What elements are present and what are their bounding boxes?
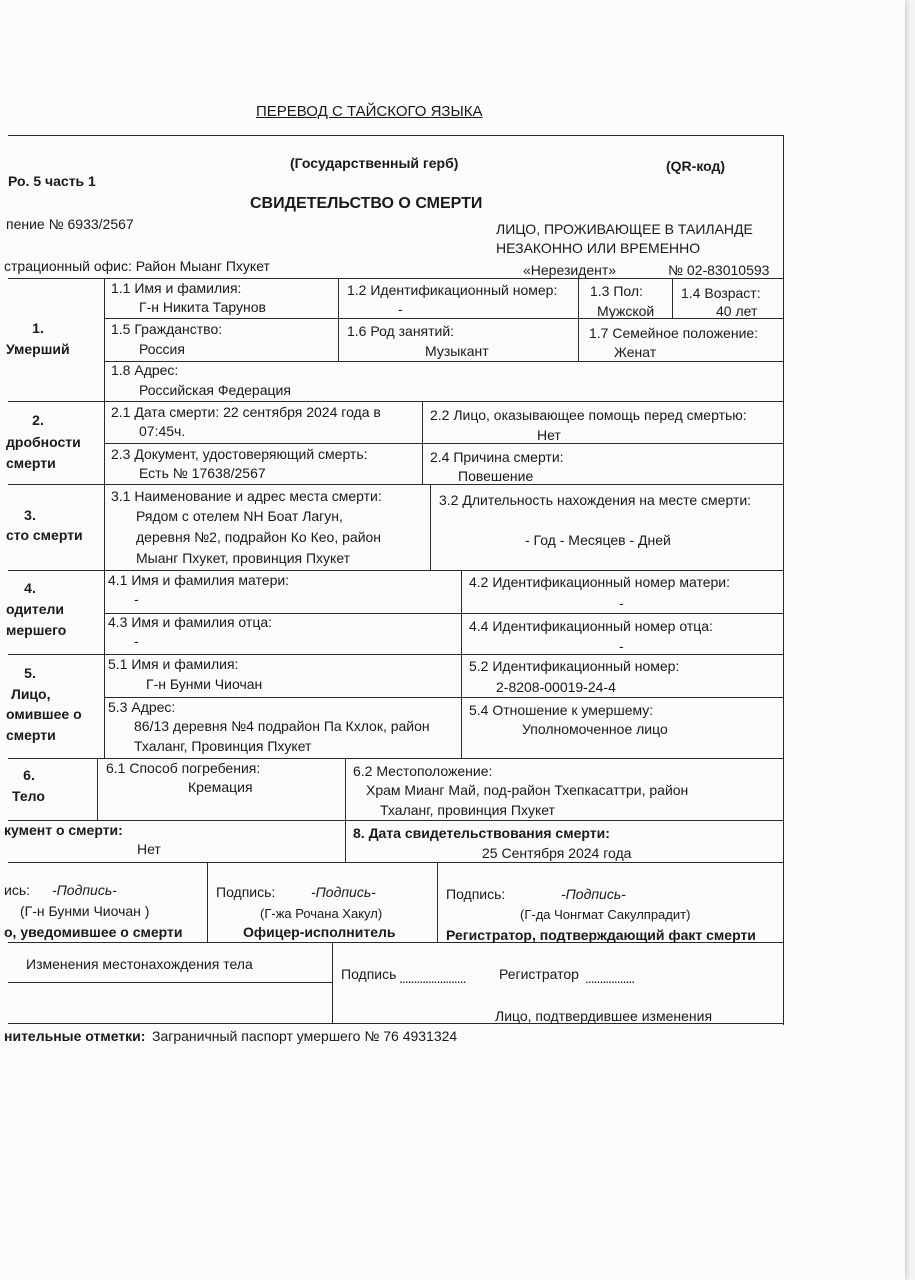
table-line [104, 318, 784, 319]
field-2-2-value: Нет [537, 427, 561, 443]
field-5-1-value: Г-н Бунми Чиочан [146, 676, 263, 692]
notice-number: пение № 6933/2567 [6, 216, 134, 232]
table-line [8, 484, 784, 485]
section-1-number: 1. [32, 320, 44, 336]
field-5-3-label: 5.3 Адрес: [108, 699, 176, 715]
field-2-1-line1: 2.1 Дата смерти: 22 сентября 2024 года в [111, 404, 381, 420]
field-1-4-value: 40 лет [716, 303, 758, 319]
table-line [8, 401, 784, 402]
section-1-label: Умерший [6, 341, 70, 357]
field-1-5-label: 1.5 Гражданство: [111, 321, 223, 337]
sig3-prefix: Подпись: [446, 886, 506, 902]
sig2-role: Офицер-исполнитель [243, 924, 396, 940]
table-line [8, 570, 784, 571]
field-1-7-label: 1.7 Семейное положение: [589, 325, 759, 341]
field-1-2-label: 1.2 Идентификационный номер: [347, 282, 558, 298]
field-2-4-value: Повешение [458, 468, 534, 484]
changes-confirmed-by: Лицо, подтвердившее изменения [495, 1008, 713, 1024]
resident-status-line3: «Нерезидент» [523, 262, 617, 278]
field-4-1-label: 4.1 Имя и фамилия матери: [108, 572, 290, 588]
qr-code-note: (QR-код) [666, 158, 726, 174]
field-4-1-value: - [134, 591, 139, 607]
field-1-6-value: Музыкант [425, 343, 489, 359]
field-1-8-label: 1.8 Адрес: [111, 362, 179, 378]
table-line [8, 758, 784, 759]
table-line [97, 758, 98, 820]
section-5-label-line3: смерти [6, 727, 56, 743]
field-1-6-label: 1.6 Род занятий: [347, 323, 455, 339]
field-6-2-label: 6.2 Местоположение: [353, 763, 493, 779]
changes-title: Изменения местонахождения тела [26, 956, 253, 972]
field-1-2-value: - [398, 301, 403, 317]
field-4-2-value: - [619, 595, 624, 611]
section-6-label: Тело [12, 788, 45, 804]
sig1-signature: -Подпись- [52, 882, 117, 898]
field-3-1-label: 3.1 Наименование и адрес места смерти: [111, 488, 382, 504]
field-1-1-value: Г-н Никита Тарунов [139, 299, 266, 315]
field-5-3-line2: Тхаланг, Провинция Пхукет [134, 738, 312, 754]
table-line [430, 484, 431, 570]
field-3-1-line2: деревня №2, подрайон Ко Кео, район [136, 529, 382, 545]
sig1-name: (Г-н Бунми Чиочан ) [20, 903, 150, 919]
resident-status-line1: ЛИЦО, ПРОЖИВАЮЩЕЕ В ТАИЛАНДЕ [496, 221, 753, 237]
field-6-2-line1: Храм Мианг Май, под-район Тхепкасаттри, район [366, 782, 689, 798]
field-4-4-value: - [619, 638, 624, 654]
field-3-2-label: 3.2 Длительность нахождения на месте смерти: [439, 492, 752, 508]
field-1-5-value: Россия [139, 341, 185, 357]
field-2-3-value: Есть № 17638/2567 [139, 465, 266, 481]
field-2-3-label: 2.3 Документ, удостоверяющий смерть: [111, 446, 368, 462]
field-1-3-label: 1.3 Пол: [590, 283, 643, 299]
section-2-number: 2. [32, 412, 44, 428]
resident-status-line2: НЕЗАКОННО ИЛИ ВРЕМЕННО [496, 240, 701, 256]
table-line [8, 654, 784, 655]
section-2-label-line1: дробности [6, 434, 81, 450]
section-3-label: сто смерти [6, 527, 83, 543]
field-5-1-label: 5.1 Имя и фамилия: [108, 656, 239, 672]
coat-of-arms-note: (Государственный герб) [290, 155, 459, 171]
certificate-number: № 02-83010593 [668, 262, 770, 278]
section-5-label-line1: Лицо, [11, 686, 51, 702]
sig3-signature: -Подпись- [561, 886, 626, 902]
field-4-4-label: 4.4 Идентификационный номер отца: [469, 618, 713, 634]
table-line [461, 570, 462, 758]
table-line [672, 278, 673, 318]
field-4-3-value: - [134, 633, 139, 649]
field-2-4-label: 2.4 Причина смерти: [430, 449, 564, 465]
table-line [8, 982, 333, 983]
document-title: СВИДЕТЕЛЬСТВО О СМЕРТИ [250, 195, 483, 212]
changes-registrar: Регистратор [499, 966, 579, 982]
field-2-2-label: 2.2 Лицо, оказывающее помощь перед смертью: [430, 407, 747, 423]
frame-right [783, 135, 784, 1025]
table-line [207, 862, 208, 942]
table-line [338, 278, 339, 361]
sig3-role: Регистратор, подтверждающий факт смерти [446, 927, 756, 943]
section-8-value: 25 Сентября 2024 года [482, 845, 632, 861]
table-line [578, 278, 579, 361]
section-7-value: Нет [137, 841, 161, 857]
field-5-2-value: 2-8208-00019-24-4 [496, 679, 616, 695]
section-6-number: 6. [23, 767, 35, 783]
field-6-1-label: 6.1 Способ погребения: [106, 760, 261, 776]
table-line [422, 401, 423, 484]
remarks-label: нительные отметки: [4, 1028, 146, 1044]
field-5-4-value: Уполномоченное лицо [522, 721, 668, 737]
table-line [104, 697, 784, 698]
field-3-1-line1: Рядом с отелем NH Боат Лагун, [136, 508, 343, 524]
changes-sign-dots: ....................... [399, 970, 466, 986]
field-1-3-value: Мужской [597, 303, 655, 319]
frame-top [8, 135, 784, 136]
field-4-3-label: 4.3 Имя и фамилия отца: [108, 614, 273, 630]
table-line [332, 942, 333, 1023]
section-4-label-line1: одители [6, 601, 65, 617]
table-line [437, 862, 438, 942]
sig2-signature: -Подпись- [311, 884, 376, 900]
field-1-7-value: Женат [614, 344, 657, 360]
table-line [8, 862, 784, 863]
sig2-prefix: Подпись: [216, 884, 276, 900]
field-6-2-line2: Тхаланг, провинция Пхукет [380, 802, 555, 818]
sig1-prefix: ись: [4, 882, 31, 898]
sig3-name: (Г-да Чонгмат Сакулпрадит) [520, 907, 691, 922]
table-line [8, 278, 784, 279]
section-3-number: 3. [24, 507, 36, 523]
field-5-3-line1: 86/13 деревня №4 подрайон Па Кхлок, район [134, 718, 430, 734]
sig2-name: (Г-жа Рочана Хакул) [260, 906, 383, 921]
section-5-label-line2: омившее о [6, 706, 82, 722]
changes-sign-prefix: Подпись [341, 966, 397, 982]
section-2-label-line2: смерти [6, 455, 56, 471]
sig1-role: о, уведомившее о смерти [4, 924, 183, 940]
section-4-number: 4. [24, 580, 36, 596]
registry-office: страционный офис: Район Мыанг Пхукет [4, 258, 270, 274]
changes-registrar-dots: ................. [585, 970, 635, 986]
field-3-2-value: - Год - Месяцев - Дней [525, 532, 671, 548]
field-4-2-label: 4.2 Идентификационный номер матери: [469, 574, 730, 590]
field-5-2-label: 5.2 Идентификационный номер: [469, 658, 680, 674]
table-line [104, 361, 784, 362]
form-reference: Ро. 5 часть 1 [8, 173, 96, 189]
section-7-label: кумент о смерти: [4, 822, 123, 838]
field-1-4-label: 1.4 Возраст: [681, 285, 761, 301]
field-5-4-label: 5.4 Отношение к умершему: [469, 702, 654, 718]
table-line [104, 443, 784, 444]
table-line [345, 758, 346, 862]
table-line [8, 820, 784, 821]
field-1-8-value: Российская Федерация [139, 382, 291, 398]
table-line [104, 278, 105, 758]
translation-note: ПЕРЕВОД С ТАЙСКОГО ЯЗЫКА [256, 103, 483, 120]
field-6-1-value: Кремация [188, 779, 253, 795]
field-2-1-line2: 07:45ч. [139, 423, 186, 439]
section-8-label: 8. Дата свидетельствования смерти: [353, 825, 610, 841]
section-5-number: 5. [24, 665, 36, 681]
section-4-label-line2: мершего [6, 622, 67, 638]
field-3-1-line3: Мыанг Пхукет, провинция Пхукет [136, 550, 351, 566]
field-1-1-label: 1.1 Имя и фамилия: [111, 280, 242, 296]
remarks-text: Заграничный паспорт умершего № 76 4931324 [152, 1028, 458, 1044]
